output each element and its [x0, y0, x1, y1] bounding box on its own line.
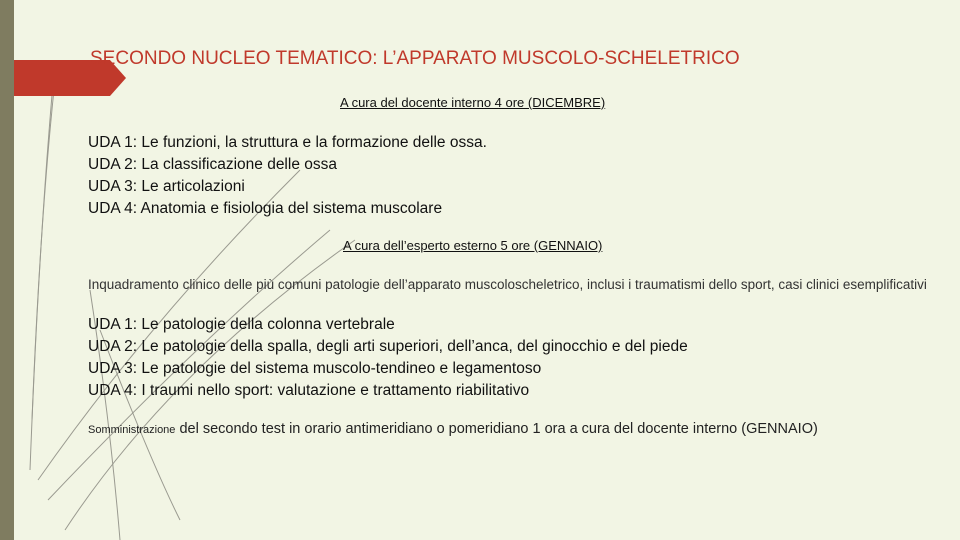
- list-item: UDA 2: La classificazione delle ossa: [88, 156, 337, 173]
- list-item: UDA 1: Le patologie della colonna vertebrale: [88, 316, 395, 333]
- list-item: UDA 4: I traumi nello sport: valutazione e trattamento riabilitativo: [88, 382, 530, 399]
- administration-note: [88, 420, 948, 438]
- list-item: UDA 4: Anatomia e fisiologia del sistema muscolare: [88, 200, 443, 217]
- section1-uda-list: [88, 132, 487, 220]
- slide-title: SECONDO NUCLEO TEMATICO: L’APPARATO MUSCOLO-SCHELETRICO: [90, 48, 740, 69]
- section2-uda-list: [88, 314, 688, 402]
- list-item: UDA 1: Le funzioni, la struttura e la formazione delle ossa.: [88, 134, 487, 151]
- list-item: UDA 3: Le patologie del sistema muscolo-tendineo e legamentoso: [88, 360, 542, 377]
- administration-rest: del secondo test in orario antimeridiano o pomeridiano 1 ora a cura del docente interno (GENNAIO): [175, 421, 818, 437]
- administration-first-word: Somministrazione: [88, 424, 176, 436]
- section2-intro: Inquadramento clinico delle più comuni patologie dell’apparato muscoloscheletrico, inclusi i traumatismi dello sport, casi clinici esemplificativi: [88, 277, 927, 292]
- list-item: UDA 3: Le articolazioni: [88, 178, 245, 195]
- list-item: UDA 2: Le patologie della spalla, degli arti superiori, dell’anca, del ginocchio e del piede: [88, 338, 688, 355]
- section1-header: A cura del docente interno 4 ore (DICEMBRE): [340, 95, 606, 110]
- section2-header: A cura dell’esperto esterno 5 ore (GENNAIO): [343, 238, 603, 253]
